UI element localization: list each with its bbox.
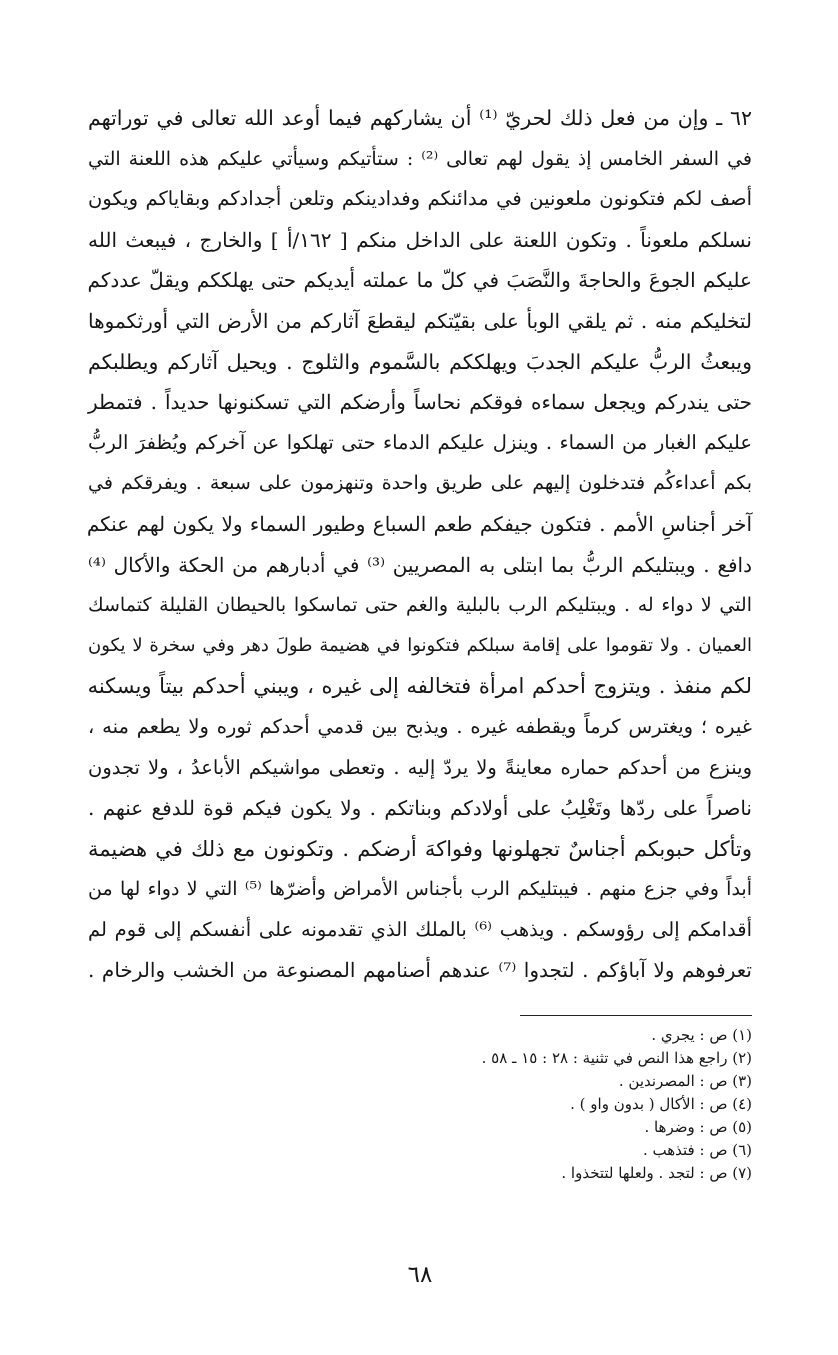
text-line: تعرفوهم ولا آباؤكم . لتجدوا ⁽⁷⁾ عندهم أصنامهم المصنوعة من الخشب والرخام . bbox=[88, 958, 752, 983]
footnote-2: (٢) راجع هذا النص في تثنية : ٢٨ : ١٥ ـ ٥٨ . bbox=[481, 1049, 752, 1067]
text-line: ويبعثُ الربُّ عليكم الجدبَ ويهلككم بالسَّموم والثلوج . ويحيل آثاركم ويطلبكم bbox=[88, 349, 752, 374]
text-line: ٦٢ ـ وإن من فعل ذلك لحريّ ⁽¹⁾ أن يشاركهم فيما أوعد الله تعالى في توراتهم bbox=[88, 106, 753, 130]
footnote-separator bbox=[520, 1015, 752, 1016]
text-line: أبداً وفي جزع منهم . فيبتليكم الرب بأجناس الأمراض وأضرّها ⁽⁵⁾ التي لا دواء لها من bbox=[88, 878, 752, 901]
text-line: العميان . ولا تقوموا على إقامة سبلكم فتكونوا في هضيمة طولَ دهر وفي سخرة لا يكون bbox=[88, 634, 752, 656]
text-line: عليكم الغبار من السماء . وينزل عليكم الدماء حتى تهلكوا عن آخركم ويُظفرَ الربُّ bbox=[88, 430, 752, 454]
text-line: دافع . ويبتليكم الربُّ بما ابتلى به المصريين ⁽³⁾ في أدبارهم من الحكة والأكال ⁽⁴⁾ bbox=[88, 552, 752, 577]
text-line: أصف لكم فتكونون ملعونين في مدائنكم وفدادينكم وتلعن أجدادكم وبقاياكم ويكون bbox=[88, 187, 752, 211]
text-line: نسلكم ملعوناً . وتكون اللعنة على الداخل منكم [ ١٦٢/أ ] والخارج ، فيبعث الله bbox=[88, 227, 753, 252]
text-line: بكم أعداءكُم فتدخلون إليهم على طريق واحدة وتنهزمون على سبعة . ويفرقكم في bbox=[88, 472, 752, 495]
text-line: التي لا دواء له . ويبتليكم الرب بالبلية والغم حتى تماسكوا بالحيطان القليلة كتماسك bbox=[88, 594, 752, 617]
text-line: لكم منفذ . ويتزوج أحدكم امرأة فتخالفه إلى غيره ، ويبني أحدكم بيتاً ويسكنه bbox=[87, 674, 752, 699]
text-line: آخر أجناسِ الأمم . فتكون جيفكم طعم السباع وطيور السماء ولا يكون لهم عنكم bbox=[86, 511, 752, 536]
footnotes-block bbox=[252, 1024, 752, 1185]
text-line: ناصراً على ردّها وتَغْلِبُ على أولادكم وبناتكم . ولا يكون فيكم قوة للدفع عنهم . bbox=[88, 796, 752, 821]
footnote-6: (٦) ص : فتذهب . bbox=[642, 1141, 752, 1159]
text-line: في السفر الخامس إذ يقول لهم تعالى ⁽²⁾ : ستأتيكم وسيأتي عليكم هذه اللعنة التي bbox=[88, 147, 752, 170]
text-line: غيره ؛ ويغترس كرماً ويقطفه غيره . ويذبح بين قدمي أحدكم ثوره ولا يطعم منه ، bbox=[88, 714, 752, 738]
text-line: لتخليكم منه . ثم يلقي الوبأ على بقيّتكم ليقطعَ آثاركم من الأرض التي أورثكموها bbox=[88, 308, 752, 333]
page-number: ٦٨ bbox=[407, 1262, 433, 1288]
footnote-3: (٣) ص : المصرندين . bbox=[618, 1072, 752, 1090]
text-line: وتأكل حبوبكم أجناسٌ تجهلونها وفواكهَ أرضكم . وتكونون مع ذلك في هضيمة bbox=[88, 836, 752, 861]
text-line: أقدامكم إلى رؤوسكم . ويذهب ⁽⁶⁾ بالملك الذي تقدمونه على أنفسكم إلى قوم لم bbox=[88, 917, 752, 941]
text-line: وينزع من أحدكم حماره معاينةً ولا يردّ إليه . وتعطى مواشيكم الأباعدُ ، ولا تجدون bbox=[88, 755, 752, 779]
text-line: حتى يندركم ويجعل سماءه فوقكم نحاساً وأرضكم التي تسكنونها حديداً . فتمطر bbox=[88, 390, 752, 415]
footnote-1: (١) ص : يجري . bbox=[651, 1026, 752, 1044]
text-line: عليكم الجوعَ والحاجةَ والنَّصَبَ في كلّ ما عملته أيديكم حتى يهلككم ويقلّ عددكم bbox=[87, 268, 752, 293]
footnote-4: (٤) ص : الأكال ( بدون واو ) . bbox=[570, 1095, 752, 1113]
footnote-5: (٥) ص : وضرها . bbox=[644, 1118, 752, 1136]
footnote-7: (٧) ص : لتجد . ولعلها لتتخذوا . bbox=[561, 1164, 752, 1182]
main-text-block bbox=[88, 98, 752, 991]
